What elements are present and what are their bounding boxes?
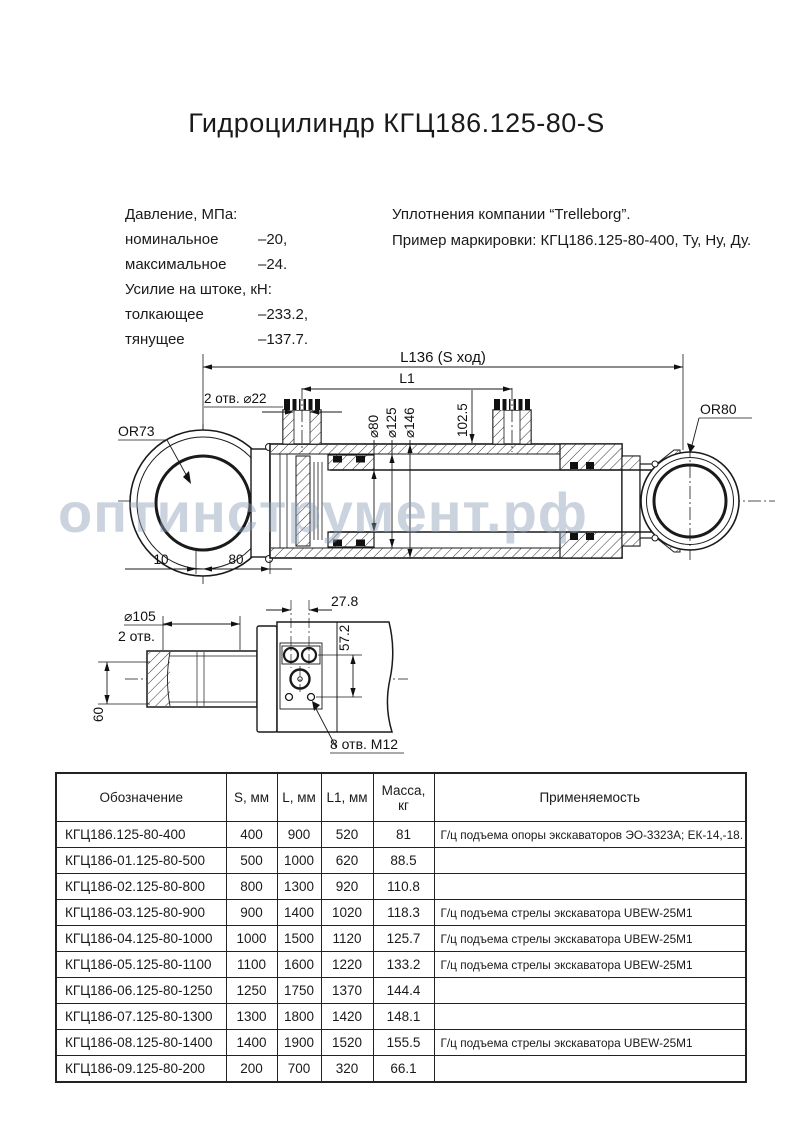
table-cell: 800	[226, 874, 277, 900]
table-cell: 66.1	[373, 1056, 434, 1083]
d125-label: ⌀125	[384, 407, 399, 438]
col-header-s: S, мм	[226, 773, 277, 822]
table-cell	[434, 848, 746, 874]
ports-dim-label: 2 отв. ⌀22	[204, 391, 267, 406]
table-cell: Г/ц подъема опоры экскаваторов ЭО-3323А; ЕК-14,-18.	[434, 822, 746, 848]
table-cell: 700	[277, 1056, 321, 1083]
table-row	[56, 1004, 746, 1030]
table-cell: 500	[226, 848, 277, 874]
table-cell: 88.5	[373, 848, 434, 874]
max-value: –24.	[258, 256, 288, 273]
table-cell: 620	[321, 848, 373, 874]
table-cell: 1400	[277, 900, 321, 926]
main-section-geometry	[118, 388, 775, 586]
dim80-label: 80	[228, 552, 244, 567]
table-cell: Г/ц подъема стрелы экскаватора UBEW-25М1	[434, 926, 746, 952]
table-cell: 1500	[277, 926, 321, 952]
table-cell	[434, 978, 746, 1004]
table-cell: 118.3	[373, 900, 434, 926]
table-cell: КГЦ186-05.125-80-1100	[56, 952, 226, 978]
table-cell: 1000	[226, 926, 277, 952]
spec-line-max	[125, 252, 308, 277]
table-row	[56, 822, 746, 848]
col-header-application: Применяемость	[434, 773, 746, 822]
table-cell: КГЦ186-04.125-80-1000	[56, 926, 226, 952]
notes-block	[392, 202, 751, 253]
table-cell: КГЦ186-02.125-80-800	[56, 874, 226, 900]
table-cell: Г/ц подъема стрелы экскаватора UBEW-25М1	[434, 1030, 746, 1056]
pull-label: тянущее	[125, 331, 185, 348]
table-cell: 1300	[277, 874, 321, 900]
table-cell: КГЦ186-07.125-80-1300	[56, 1004, 226, 1030]
holes8-label: 8 отв. М12	[330, 736, 399, 752]
table-cell: 125.7	[373, 926, 434, 952]
table-cell: Г/ц подъема стрелы экскаватора UBEW-25М1	[434, 952, 746, 978]
table-cell: 900	[226, 900, 277, 926]
table-cell: КГЦ186-09.125-80-200	[56, 1056, 226, 1083]
pull-value: –137.7.	[258, 331, 309, 348]
size-spec-table	[55, 772, 747, 1083]
table-cell: КГЦ186-06.125-80-1250	[56, 978, 226, 1004]
table-row	[56, 952, 746, 978]
dim60-label: 60	[91, 706, 106, 722]
table-cell: 1750	[277, 978, 321, 1004]
table-row	[56, 1030, 746, 1056]
or73-label: OR73	[118, 423, 155, 439]
max-label: максимальное	[125, 256, 227, 273]
force-title: Усилие на штоке, кН:	[125, 281, 272, 298]
spec-line-nominal	[125, 227, 308, 252]
table-header	[56, 773, 746, 822]
end-view-geometry	[125, 600, 408, 732]
page-title: Гидроцилиндр КГЦ186.125-80-S	[188, 108, 605, 138]
table-cell: 1300	[226, 1004, 277, 1030]
holes2-label: 2 отв.	[118, 628, 155, 644]
site-watermark: оптинструмент.рф	[58, 481, 588, 544]
table-cell: 155.5	[373, 1030, 434, 1056]
table-row	[56, 874, 746, 900]
table-cell: 1020	[321, 900, 373, 926]
table-cell	[434, 1004, 746, 1030]
table-row	[56, 926, 746, 952]
table-cell: 1420	[321, 1004, 373, 1030]
marking-note: Пример маркировки: КГЦ186.125-80-400, Ту, Ну, Ду.	[392, 231, 752, 249]
table-cell: 1600	[277, 952, 321, 978]
dim10-label: 10	[153, 552, 169, 567]
table-cell: 320	[321, 1056, 373, 1083]
table-cell: КГЦ186.125-80-400	[56, 822, 226, 848]
dim278-label: 27.8	[331, 593, 359, 609]
table-cell	[434, 1056, 746, 1083]
table-cell: 133.2	[373, 952, 434, 978]
col-header-l: L, мм	[277, 773, 321, 822]
table-cell: 200	[226, 1056, 277, 1083]
spec-table-body	[56, 822, 746, 1083]
table-cell: 400	[226, 822, 277, 848]
table-cell	[434, 874, 746, 900]
d80-label: ⌀80	[366, 414, 381, 438]
table-cell: 1250	[226, 978, 277, 1004]
table-cell: 900	[277, 822, 321, 848]
col-header-designation: Обозначение	[56, 773, 226, 822]
table-cell: КГЦ186-03.125-80-900	[56, 900, 226, 926]
table-cell: 1120	[321, 926, 373, 952]
seals-note: Уплотнения компании “Trelleborg”.	[392, 206, 631, 223]
table-cell: 148.1	[373, 1004, 434, 1030]
table-row	[56, 848, 746, 874]
cylinder-section-drawing	[0, 340, 793, 770]
or80-label: OR80	[700, 401, 737, 417]
table-row	[56, 1056, 746, 1083]
table-cell: 1400	[226, 1030, 277, 1056]
pressure-title: Давление, МПа:	[125, 206, 238, 223]
table-row	[56, 900, 746, 926]
push-label: толкающее	[125, 306, 204, 323]
nominal-value: –20,	[258, 231, 288, 248]
col-header-l1: L1, мм	[321, 773, 373, 822]
table-cell: 144.4	[373, 978, 434, 1004]
dim572-label: 57.2	[337, 624, 352, 651]
table-cell: 81	[373, 822, 434, 848]
table-cell: КГЦ186-08.125-80-1400	[56, 1030, 226, 1056]
l1-dim-label: L1	[399, 370, 415, 386]
table-cell: 1900	[277, 1030, 321, 1056]
table-header-row	[56, 773, 746, 822]
table-row	[56, 978, 746, 1004]
d105-label: ⌀105	[124, 608, 156, 624]
table-cell: 1370	[321, 978, 373, 1004]
d146-label: ⌀146	[402, 407, 417, 438]
table-cell: 1800	[277, 1004, 321, 1030]
table-cell: 1000	[277, 848, 321, 874]
table-cell: Г/ц подъема стрелы экскаватора UBEW-25М1	[434, 900, 746, 926]
push-value: –233.2,	[258, 306, 309, 323]
spec-line-push	[125, 302, 308, 327]
h1025-label: 102.5	[455, 403, 470, 437]
nominal-label: номинальное	[125, 231, 219, 248]
table-cell: 520	[321, 822, 373, 848]
table-cell: 1220	[321, 952, 373, 978]
specs-block	[125, 202, 308, 352]
col-header-mass: Масса, кг	[373, 773, 434, 822]
table-cell: 110.8	[373, 874, 434, 900]
table-cell: 920	[321, 874, 373, 900]
table-cell: 1100	[226, 952, 277, 978]
stroke-dim-label: L136 (S ход)	[400, 349, 486, 366]
table-cell: КГЦ186-01.125-80-500	[56, 848, 226, 874]
table-cell: 1520	[321, 1030, 373, 1056]
